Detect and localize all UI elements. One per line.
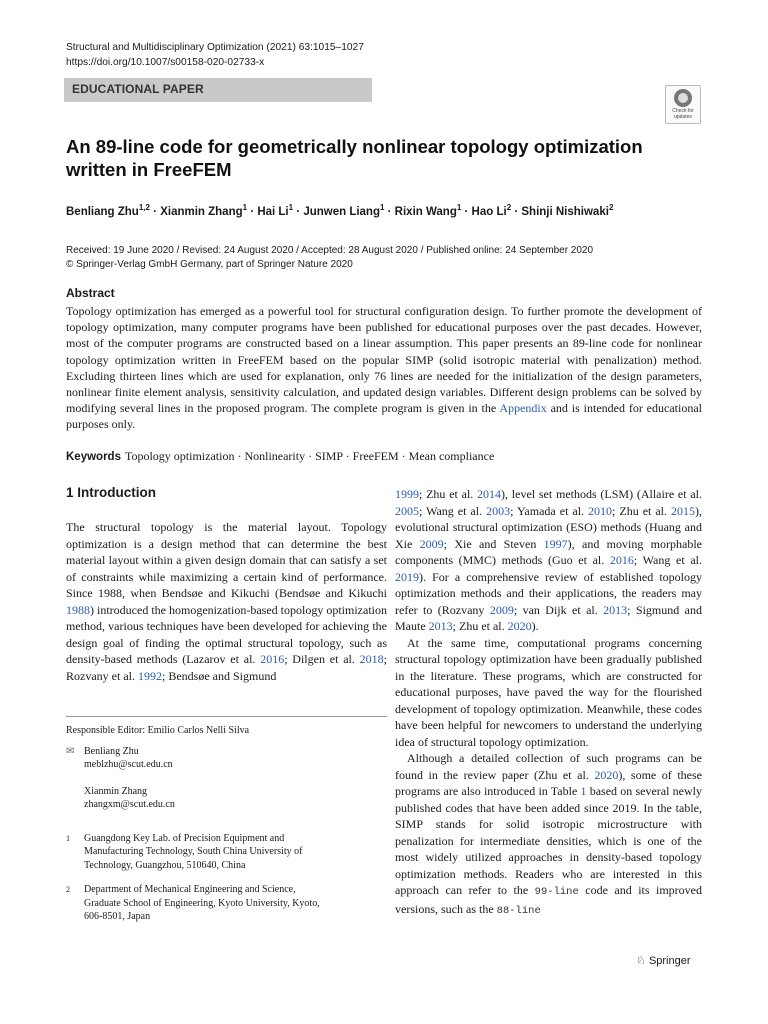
author-affiliation: 1 [242, 203, 248, 212]
citation-link[interactable]: 2010 [588, 503, 613, 518]
contact-email[interactable]: meblzhu@scut.edu.cn [84, 759, 173, 770]
citation-link[interactable]: 2015 [671, 503, 695, 518]
footnotes [66, 724, 387, 924]
badge-text-1: Check for [672, 108, 694, 114]
contact-name: Xianmin Zhang [84, 785, 148, 797]
abstract-body [66, 303, 702, 433]
paper-title: An 89-line code for geometrically nonlinear topology optimization written in FreeFEM [66, 136, 643, 180]
author-affiliation: 2 [608, 203, 614, 212]
author-name[interactable]: Hai Li [257, 205, 289, 218]
history-dates: Received: 19 June 2020 / Revised: 24 August 2020 / Accepted: 28 August 2020 / Published online: 24 September 2020 [66, 245, 594, 256]
responsible-editor: Responsible Editor: Emilio Carlos Nelli Silva [66, 725, 250, 736]
citation-link[interactable]: 2009 [419, 536, 444, 551]
affiliation-text: Department of Mechanical Engineering and Science, Graduate School of Engineering, Kyoto University, Kyoto, 606-8501, Japan [84, 884, 320, 922]
keywords-label: Keywords [66, 451, 121, 463]
citation-link[interactable]: 2020 [594, 767, 619, 782]
citation-link[interactable]: 1999 [395, 487, 419, 501]
updates-icon [674, 89, 692, 107]
article-type-label: EDUCATIONAL PAPER [72, 82, 204, 96]
author-affiliation: 1 [456, 203, 462, 212]
citation-link[interactable]: 2013 [428, 619, 453, 633]
article-type-banner [64, 78, 372, 102]
author-name[interactable]: Hao Li [471, 205, 507, 218]
code-name: 88-line [496, 904, 541, 917]
citation-link[interactable]: 2016 [609, 553, 634, 567]
abstract-text: Topology optimization has emerged as a powerful tool for structural configuration design. To further promote the development of topology optimization, many computer programs have been published for educational purposes over the past decades. However, most of the computer programs are constructed based on a linear assumption. This paper presents an 89-line code for nonlinear topology optimization written in FreeFEM based on the popular SIMP (solid isotropic material with penalization) method. Excluding thirteen lines which are used for explanation, only 76 lines are needed for the initialization of the design parameters, nonlinear finite element analysis, sensitivity calculation, and updated design variables. Different design problems can be solved by modifying several lines in the proposed program. The complete program is given in the [66, 304, 702, 416]
table-link[interactable]: 1 [580, 784, 587, 798]
abstract-heading: Abstract [66, 286, 115, 300]
badge-text-2: updates [674, 114, 692, 120]
citation-link[interactable]: 2020 [507, 619, 532, 633]
publication-dates [66, 244, 593, 272]
citation-link[interactable]: 2016 [260, 652, 285, 666]
author-affiliation: 1 [379, 203, 385, 212]
keywords [66, 449, 494, 464]
contact-block [66, 745, 387, 812]
publisher-name: Springer [648, 955, 691, 967]
section-heading-introduction: 1 Introduction [66, 485, 156, 500]
copyright-line: © Springer-Verlag GmbH Germany, part of Springer Nature 2020 [66, 259, 353, 270]
paragraph: Although a detailed collection of such programs can be found in the review paper (Zhu et al. 2020), some of these programs are also introduced in Table 1 based on several newly published codes that have been added since 2019. In the table, SIMP stands for solid isotropic microstructure with penalization for intermediate densities, which is one of the most widely utilized approaches in density-based topology optimization methods. Readers who are interested in this approach can refer to the 99-line code and its improved versions, such as the 88-line [395, 751, 703, 917]
publisher-logo [636, 954, 691, 967]
author-name[interactable]: Xianmin Zhang [160, 205, 243, 218]
doi-link[interactable]: https://doi.org/10.1007/s00158-020-02733-x [66, 57, 265, 68]
check-for-updates-badge[interactable] [665, 85, 701, 124]
author-name[interactable]: Junwen Liang [303, 205, 380, 218]
journal-citation: Structural and Multidisciplinary Optimization (2021) 63:1015–1027 [66, 42, 364, 53]
citation-link[interactable]: 1997 [543, 536, 568, 551]
citation-link[interactable]: 1992 [137, 668, 162, 683]
citation-link[interactable]: 2009 [489, 602, 514, 617]
author-list: Benliang Zhu$^{1,2}$ · Xianmin Zhang$^1$ · Hai $Li^1$ · Junwen Liang$^1$ · Rixin Wang$^1$ · Hao $Li^2$ · Shinji Nishiwaki$^2$ [66, 203, 614, 218]
author-affiliation: 2 [506, 203, 512, 212]
author-name[interactable]: Rixin Wang [394, 205, 457, 218]
contact-name: Benliang Zhu [84, 745, 139, 757]
paragraph: The structural topology is the material layout. Topology optimization is a design method that can determine the best material layout within a given design domain that can satisfy a set of constraints while maximizing a certain kind of performance. Since 1988, when Bendsøe and Kikuchi (Bendsøe and Kikuchi 1988) introduced the homogenization-based topology optimization method, various techniques have been developed for achieving the design goal of finding the optimal structural topology, such as density-based methods (Lazarov et al. 2016; Dilgen et al. 2018; Rozvany et al. 1992; Bendsøe and Sigmund [66, 520, 387, 683]
author-name[interactable]: Shinji Nishiwaki [521, 205, 609, 218]
body-column-left [66, 519, 387, 684]
affiliation-number: 1 [66, 833, 70, 843]
citation-link[interactable]: 2013 [603, 602, 628, 617]
affiliation-1 [66, 832, 387, 873]
paragraph: At the same time, computational programs concerning structural topology optimization have been gradually published in the literature. These programs, which are constructed for educational purposes, have paved the way for the flourished development of topology optimization. Meanwhile, these codes have been helpful for newcomers to understand the underlying idea of structural topology optimization. [395, 635, 702, 749]
author-name[interactable]: Benliang Zhu [66, 205, 139, 218]
citation-link[interactable]: 2005 [395, 503, 419, 518]
footnote-divider [66, 716, 387, 717]
citation-link[interactable]: 2014 [477, 487, 502, 501]
springer-horse-icon: ♘ [636, 955, 646, 967]
paragraph: 1999; Zhu et al. 2014), level set methods (LSM) (Allaire et al. 2005; Wang et al. 2003; Yamada et al. 2010; Zhu et al. 2015), evolutional structural optimization (ESO) methods (Huang and Xie 2009; Xie and Steven 1997), and moving morphable components (MMC) methods (Guo et al. 2016; Wang et al. 2019). For a comprehensive review of established topology optimization methods and their applications, the readers may refer to (Rozvany 2009; van Dijk et al. 2013; Sigmund and Maute 2013; Zhu et al. 2020). [395, 487, 703, 633]
appendix-link[interactable]: Appendix [499, 401, 547, 416]
journal-header [66, 40, 364, 70]
citation-link[interactable]: 1988 [66, 602, 90, 617]
keywords-text: Topology optimization · Nonlinearity · SIMP · FreeFEM · Mean compliance [124, 449, 495, 463]
citation-link[interactable]: 2019 [395, 569, 419, 584]
affiliation-text: Guangdong Key Lab. of Precision Equipment and Manufacturing Technology, South China University of Technology, Guangzhou, 510640, China [84, 832, 303, 871]
envelope-icon: ✉ [66, 745, 75, 757]
affiliation-number: 2 [66, 885, 70, 894]
author-affiliation: 1,2 [138, 203, 150, 212]
affiliation-2 [66, 883, 387, 924]
contact-email[interactable]: zhangxm@scut.edu.cn [84, 799, 175, 810]
code-name: 99-line [534, 886, 579, 898]
citation-link[interactable]: 2018 [359, 652, 384, 666]
body-column-right [395, 486, 702, 919]
author-affiliation: 1 [288, 203, 294, 212]
citation-link[interactable]: 2003 [486, 503, 511, 518]
abstract-tail: and is intended for educational purposes only. [66, 401, 702, 432]
